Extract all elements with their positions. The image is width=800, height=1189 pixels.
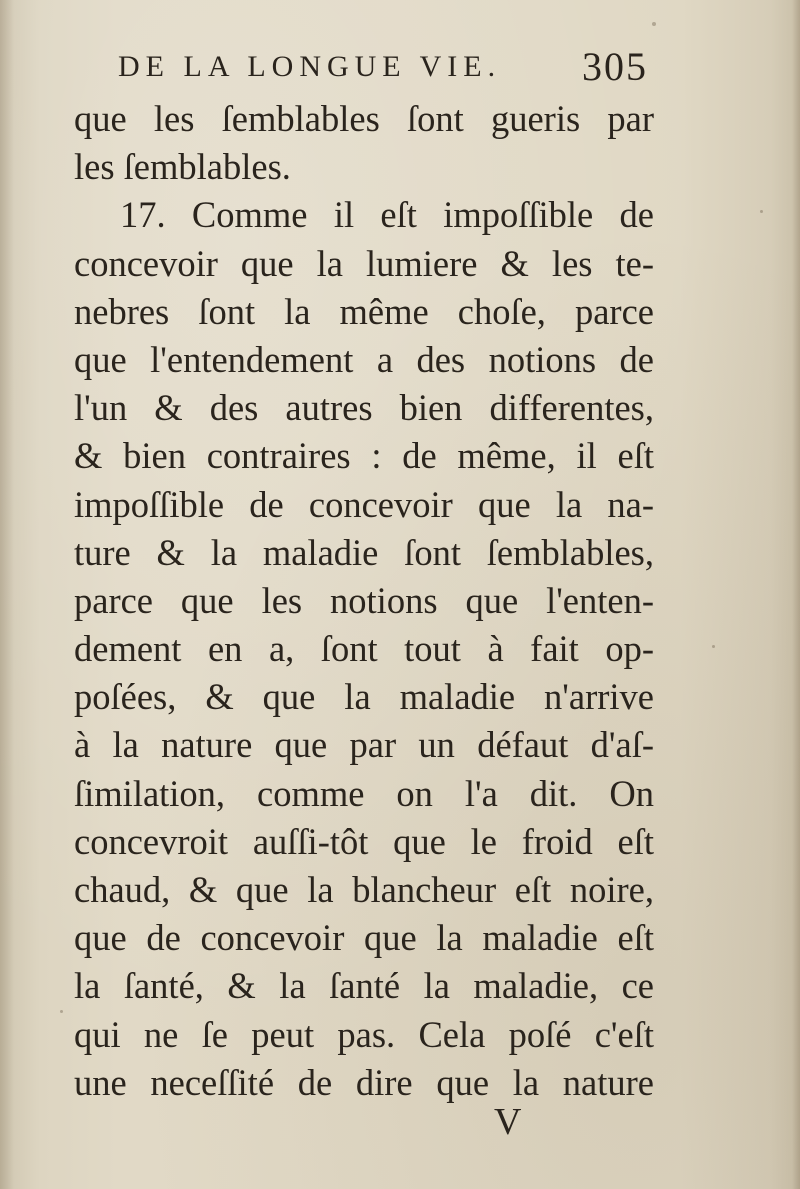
paper-speck — [760, 210, 763, 213]
text-line: les ſemblables. — [74, 146, 291, 188]
text-line: ſimilation, comme on l'a dit. On — [74, 772, 654, 814]
text-line: que les ſemblables ſont gueris par — [74, 98, 654, 139]
text-line: ture & la maladie ſont ſemblables, — [74, 531, 654, 573]
paper-speck — [652, 22, 656, 26]
page-edge-shadow — [792, 0, 800, 1189]
text-line: impoſſible de concevoir que la na- — [74, 483, 654, 525]
text-line: une neceſſité de dire que la nature — [74, 1061, 654, 1103]
text-line: que de concevoir que la maladie eſt — [74, 917, 654, 959]
paper-speck — [60, 1010, 63, 1013]
text-line: 17. Comme il eſt impoſſible de — [120, 194, 654, 236]
text-line: l'un & des autres bien differentes, — [74, 387, 654, 429]
running-title: DE LA LONGUE VIE. — [118, 50, 502, 83]
text-line: concevoir que la lumiere & les te- — [74, 242, 654, 284]
running-header — [118, 40, 648, 94]
text-line: nebres ſont la même choſe, parce — [74, 290, 654, 332]
body-text — [74, 95, 654, 1107]
page-gutter-shadow — [0, 0, 14, 1189]
catchword: V — [494, 1101, 522, 1143]
text-line: qui ne ſe peut pas. Cela poſé c'eſt — [74, 1013, 654, 1055]
text-line: poſées, & que la maladie n'arrive — [74, 676, 654, 718]
text-line: parce que les notions que l'enten- — [74, 579, 654, 621]
paper-speck — [712, 645, 715, 648]
text-line: dement en a, ſont tout à fait op- — [74, 628, 654, 670]
text-line: à la nature que par un défaut d'aſ- — [74, 724, 654, 766]
text-line: & bien contraires : de même, il eſt — [74, 435, 654, 477]
page-number: 305 — [582, 44, 648, 89]
text-line: concevroit auſſi-tôt que le froid eſt — [74, 820, 654, 862]
text-line: la ſanté, & la ſanté la maladie, ce — [74, 965, 654, 1007]
text-line: que l'entendement a des notions de — [74, 338, 654, 380]
text-line: chaud, & que la blancheur eſt noire, — [74, 869, 654, 910]
